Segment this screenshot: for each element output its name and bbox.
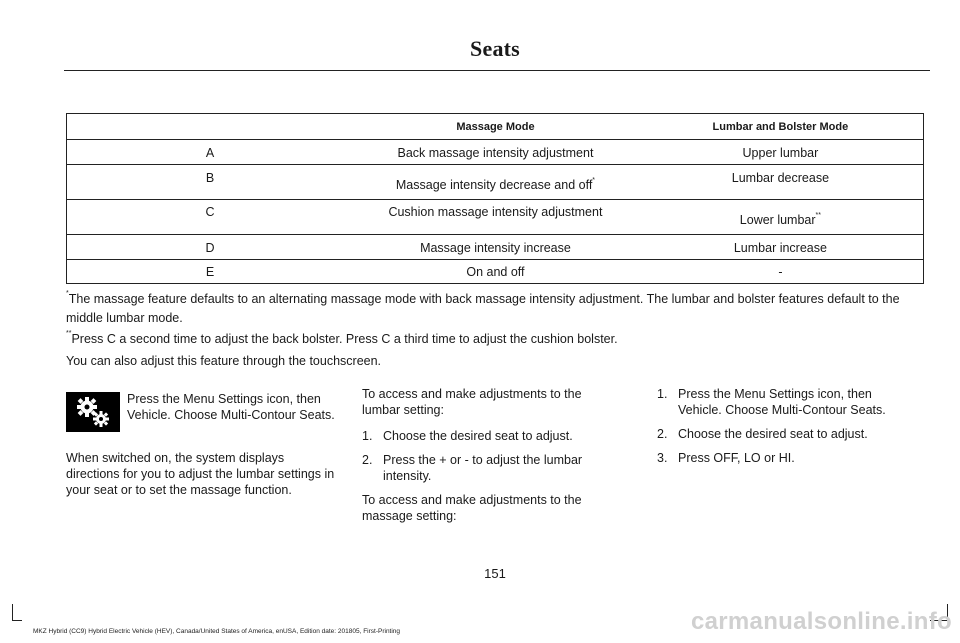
row-lumbar: Lumbar decrease xyxy=(638,165,924,200)
row-massage: Back massage intensity adjustment xyxy=(353,140,638,165)
list-item: 3. Press OFF, LO or HI. xyxy=(657,451,795,465)
table-row xyxy=(67,260,924,284)
list-item: 2. Choose the desired seat to adjust. xyxy=(657,427,868,441)
table-header-row xyxy=(67,114,924,140)
edition-footer: MKZ Hybrid (CC9) Hybrid Electric Vehicle (HEV), Canada/United States of America, enUSA, Edition date: 201805, First-Printing xyxy=(33,628,401,635)
row-lumbar: Lower lumbar** xyxy=(638,200,924,235)
crop-mark xyxy=(12,604,13,620)
row-lumbar: Upper lumbar xyxy=(638,140,924,165)
settings-gear-icon xyxy=(66,392,120,432)
header-massage-mode: Massage Mode xyxy=(353,114,638,140)
row-massage: Cushion massage intensity adjustment xyxy=(353,200,638,235)
table-row xyxy=(67,200,924,235)
massage-intro: To access and make adjustments to the massage setting: xyxy=(362,493,582,523)
icon-instruction-text: Press the Menu Settings icon, then Vehicle. Choose Multi-Contour Seats. xyxy=(127,392,335,422)
massage-instructions xyxy=(657,386,917,474)
table-row xyxy=(67,235,924,260)
row-massage: On and off xyxy=(353,260,638,284)
lumbar-intro: To access and make adjustments to the lumbar setting: xyxy=(362,387,582,417)
title-divider xyxy=(64,70,930,71)
watermark: carmanualsonline.info xyxy=(690,608,952,635)
table-row xyxy=(67,165,924,200)
table-row xyxy=(67,140,924,165)
row-key: C xyxy=(67,200,354,235)
row-key: D xyxy=(67,235,354,260)
footnote-mark: * xyxy=(592,177,596,184)
page-number: 151 xyxy=(484,566,506,581)
row-key: A xyxy=(67,140,354,165)
footnote-double-star: **Press C a second time to adjust the back bolster. Press C a third time to adjust the cushion bolster. xyxy=(66,330,618,346)
row-key: B xyxy=(67,165,354,200)
seat-controls-table xyxy=(66,113,924,284)
system-description: When switched on, the system displays directions for you to adjust the lumbar settings in your seat or to set the massage function. xyxy=(66,451,335,497)
lumbar-instructions xyxy=(362,386,612,534)
row-key: E xyxy=(67,260,354,284)
page-title: Seats xyxy=(470,36,520,61)
list-item: 1. Choose the desired seat to adjust. xyxy=(362,429,573,443)
list-item: 2. Press the + or - to adjust the lumbar intensity. xyxy=(362,453,583,483)
row-massage: Massage intensity increase xyxy=(353,235,638,260)
crop-mark xyxy=(12,620,22,621)
row-massage: Massage intensity decrease and off* xyxy=(353,165,638,200)
row-lumbar: - xyxy=(638,260,924,284)
header-key xyxy=(67,114,354,140)
footnote-single-star: *The massage feature defaults to an alternating massage mode with back massage intensity adjustment. The lumbar and bolster features default to the middle lumbar mode. xyxy=(66,290,900,325)
row-lumbar: Lumbar increase xyxy=(638,235,924,260)
header-lumbar-mode: Lumbar and Bolster Mode xyxy=(638,114,924,140)
footnote-mark: ** xyxy=(815,212,821,219)
list-item: 1. Press the Menu Settings icon, then Vehicle. Choose Multi-Contour Seats. xyxy=(657,387,886,417)
touchscreen-note: You can also adjust this feature through the touchscreen. xyxy=(66,354,382,368)
